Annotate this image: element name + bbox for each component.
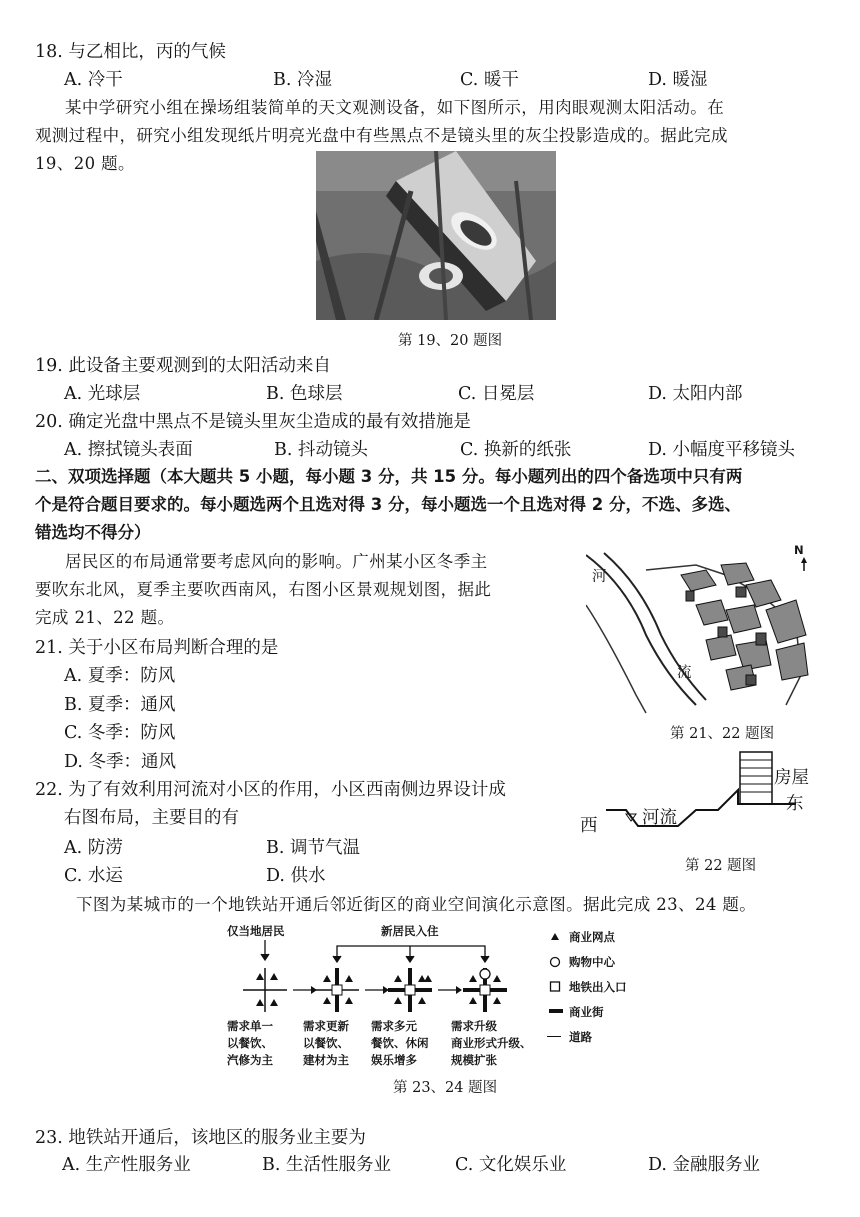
north-arrow-label: N <box>794 543 804 557</box>
q19-option-b: B. 色球层 <box>266 384 343 404</box>
intro-19-20-line3: 19、20 题。 <box>35 154 135 173</box>
stage4-line1: 需求升级 <box>451 1019 497 1033</box>
stage4-text <box>451 1018 532 1069</box>
east-label: 东 <box>786 794 804 814</box>
house-label: 房屋 <box>774 768 809 788</box>
q23-option-d: D. 金融服务业 <box>648 1155 761 1175</box>
q23-option-a: A. 生产性服务业 <box>62 1155 191 1175</box>
stage3-line1: 需求多元 <box>371 1019 417 1033</box>
stage2-text <box>303 1018 349 1069</box>
stage3-line2: 餐饮、休闲 <box>371 1036 429 1050</box>
q19-option-a: A. 光球层 <box>64 384 141 404</box>
intro-19-20-line1: 某中学研究小组在操场组装简单的天文观测设备，如下图所示，用肉眼观测太阳活动。在 <box>65 98 725 117</box>
q22-stem-line1: 22. 为了有效利用河流对小区的作用，小区西南侧边界设计成 <box>35 780 506 800</box>
stage3-line3: 娱乐增多 <box>371 1053 417 1067</box>
west-label: 西 <box>580 816 598 836</box>
figure-22-caption: 第 22 题图 <box>685 858 757 874</box>
q18-stem: 18. 与乙相比，丙的气候 <box>35 42 226 62</box>
label-new-residents: 新居民入住 <box>381 924 439 938</box>
q22-option-c: C. 水运 <box>64 866 123 886</box>
telescope-photo <box>316 151 556 320</box>
q20-option-a: A. 擦拭镜头表面 <box>64 440 193 460</box>
q20-option-b: B. 抖动镜头 <box>274 440 368 460</box>
intro-23-24: 下图为某城市的一个地铁站开通后邻近街区的商业空间演化示意图。据此完成 23、24 题。 <box>76 895 757 914</box>
section2-line2: 个是符合题目要求的。每小题选两个且选对得 3 分，每小题选一个且选对得 2 分，不选、多选、 <box>35 495 741 514</box>
figure-21-22-caption: 第 21、22 题图 <box>670 726 775 742</box>
stage2-line2: 以餐饮、 <box>303 1036 349 1050</box>
q19-option-c: C. 日冕层 <box>458 384 535 404</box>
stage1-line2: 以餐饮、 <box>227 1036 273 1050</box>
q19-option-d: D. 太阳内部 <box>648 384 743 404</box>
legend-commercial-outlet: 商业网点 <box>569 930 615 944</box>
q23-option-b: B. 生活性服务业 <box>262 1155 391 1175</box>
stage3-text <box>371 1018 429 1069</box>
q19-stem: 19. 此设备主要观测到的太阳活动来自 <box>35 356 331 376</box>
stage1-text <box>227 1018 273 1069</box>
commercial-evolution-diagram <box>225 918 665 1078</box>
intro-21-22-line1: 居民区的布局通常要考虑风向的影响。广州某小区冬季主 <box>65 552 488 571</box>
q18-option-c: C. 暖干 <box>460 70 519 90</box>
figure-23-24-caption: 第 23、24 题图 <box>393 1080 498 1096</box>
intro-21-22-line2: 要吹东北风，夏季主要吹西南风，右图小区景观规划图，据此 <box>35 580 492 599</box>
q20-option-c: C. 换新的纸张 <box>460 440 572 460</box>
stage2-line1: 需求更新 <box>303 1019 349 1033</box>
river-label: 河流 <box>642 808 677 828</box>
stage1-line1: 需求单一 <box>227 1019 273 1033</box>
legend-road: 道路 <box>569 1030 592 1044</box>
q23-option-c: C. 文化娱乐业 <box>455 1155 567 1175</box>
community-plan-map <box>586 545 826 715</box>
q22-option-d: D. 供水 <box>266 866 326 886</box>
q20-stem: 20. 确定光盘中黑点不是镜头里灰尘造成的最有效措施是 <box>35 412 471 432</box>
q21-option-c: C. 冬季：防风 <box>64 723 176 743</box>
q18-option-d: D. 暖湿 <box>648 70 708 90</box>
q22-option-b: B. 调节气温 <box>266 838 360 858</box>
q21-stem: 21. 关于小区布局判断合理的是 <box>35 638 279 658</box>
legend-metro-entrance: 地铁出入口 <box>569 980 627 994</box>
legend-shopping-center: 购物中心 <box>569 955 615 969</box>
river-label-1: 河 <box>592 569 607 585</box>
q22-stem-line2: 右图布局，主要目的有 <box>64 808 239 828</box>
q20-option-d: D. 小幅度平移镜头 <box>648 440 796 460</box>
q18-option-a: A. 冷干 <box>64 70 123 90</box>
q21-option-d: D. 冬季：通风 <box>64 752 177 772</box>
stage1-line3: 汽修为主 <box>227 1053 273 1067</box>
stage4-line2: 商业形式升级、 <box>451 1036 532 1050</box>
intro-19-20-line2: 观测过程中，研究小组发现纸片明亮光盘中有些黑点不是镜头里的灰尘投影造成的。据此完成 <box>35 126 728 145</box>
section2-line3: 错选均不得分） <box>35 523 151 542</box>
legend-road-line <box>547 1036 561 1037</box>
q22-option-a: A. 防涝 <box>64 838 123 858</box>
stage4-line3: 规模扩张 <box>451 1053 497 1067</box>
section2-line1: 二、双项选择题（本大题共 5 小题，每小题 3 分，共 15 分。每小题列出的四个备选项中只有两 <box>35 467 743 486</box>
label-local-residents: 仅当地居民 <box>227 924 285 938</box>
q21-option-a: A. 夏季：防风 <box>64 666 176 686</box>
river-label-2: 流 <box>677 665 692 681</box>
q23-stem: 23. 地铁站开通后，该地区的服务业主要为 <box>35 1128 366 1148</box>
q21-option-b: B. 夏季：通风 <box>64 695 176 715</box>
q18-option-b: B. 冷湿 <box>273 70 332 90</box>
legend-commercial-street: 商业街 <box>569 1005 604 1019</box>
river-cross-section-figure <box>578 748 828 848</box>
figure-19-20-caption: 第 19、20 题图 <box>398 333 503 349</box>
stage2-line3: 建材为主 <box>303 1053 349 1067</box>
intro-21-22-line3: 完成 21、22 题。 <box>35 608 175 627</box>
